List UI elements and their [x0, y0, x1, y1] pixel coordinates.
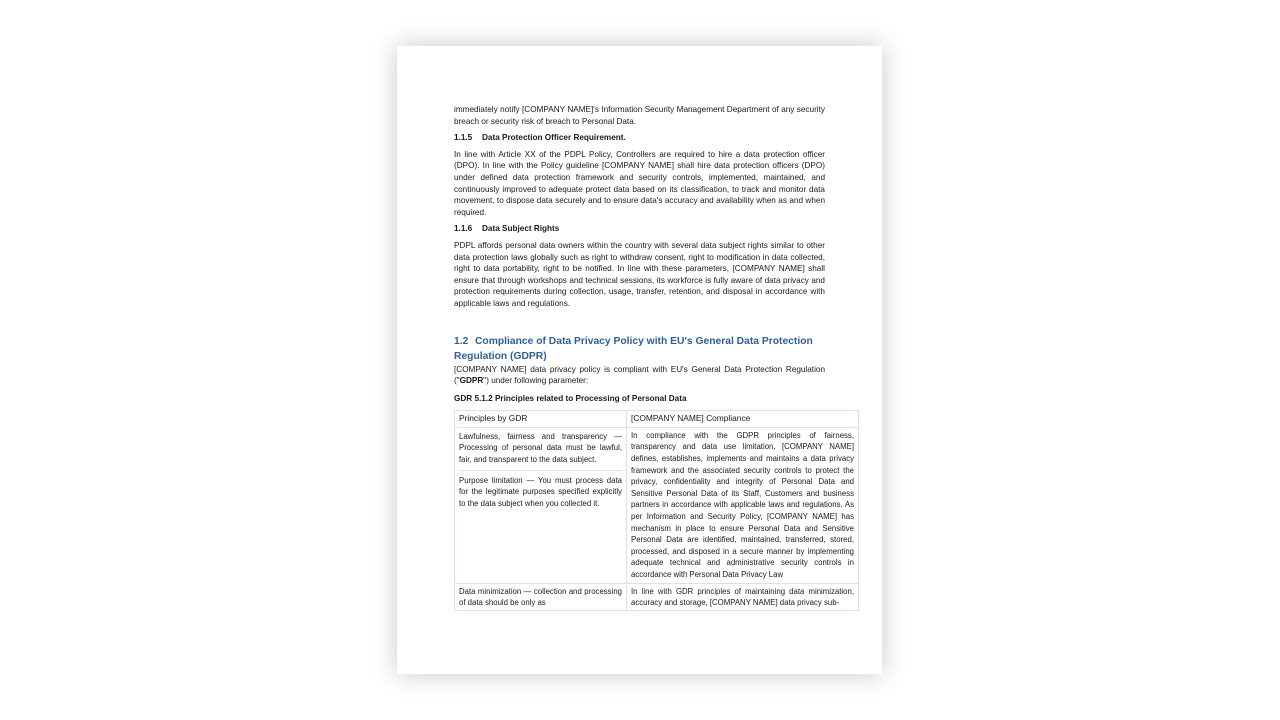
section-heading-1-1-6	[454, 223, 825, 235]
intro-text-end: ") under following parameter:	[483, 376, 589, 386]
gdpr-bold: GDPR	[459, 376, 484, 386]
intro-text: [COMPANY NAME] data privacy policy is compliant with EU's General Data Protection Regulation ("	[454, 364, 825, 386]
table-row	[455, 583, 859, 610]
principle-text: Data minimization — collection and processing of data should be only as	[459, 586, 622, 608]
section-number: 1.1.6	[454, 224, 473, 234]
section-body-1-1-6: PDPL affords personal data owners within the country with several data subject rights similar to other data protection laws globally such as right to withdraw consent, right to modification in data collected, right to data portability, right to be notified. In line with these parameters, [COMPANY NAME] shall ensure that through workshops and technical sessions, its workforce is fully aware of data privacy and protection requirements during collection, usage, transfer, retention, and disposal in accordance with applicable laws and regulations.	[454, 240, 825, 308]
section-number: 1.2	[454, 335, 469, 347]
section-intro-1-2	[454, 364, 825, 387]
table-header-row	[455, 411, 859, 428]
table-caption: GDR 5.1.2 Principles related to Processing of Personal Data	[454, 393, 687, 403]
section-body-1-1-5: In line with Article XX of the PDPL Policy, Controllers are required to hire a data protection officer (DPO). In line with the Policy guideline [COMPANY NAME] shall hire data protection officers (DPO) under defined data protection framework and security controls, implemented, maintained, and continuously improved to adequate protect data based on its classification, to track and monitor data movement, to dispose data securely and to ensure data's accuracy and availability when as and when required.	[454, 149, 825, 217]
page-content	[454, 104, 854, 611]
table-header-cell: Principles by GDR	[455, 411, 627, 428]
section-title: Data Protection Officer Requirement.	[482, 133, 626, 143]
compliance-text: In line with GDR principles of maintaining data minimization, accuracy and storage, [COMPANY NAME] data privacy sub-	[631, 586, 854, 608]
principles-cell	[455, 583, 627, 610]
section-title: Compliance of Data Privacy Policy with EU's General Data Protection Regulation (GDPR)	[454, 335, 813, 362]
section-heading-1-2	[454, 334, 825, 364]
gdpr-compliance-table	[454, 410, 859, 610]
principle-text: Purpose limitation — You must process data for the legitimate purposes specified explicitly to the data subject when you collected it.	[459, 470, 622, 514]
section-title: Data Subject Rights	[482, 224, 560, 234]
compliance-cell: In compliance with the GDPR principles of fairness, transparency and data use limitation, [COMPANY NAME] defines, establishes, implements and maintains a data privacy framework and the associated security controls to protect the privacy, confidentiality and integrity of Personal Data and Sensitive Personal Data of its Staff, Customers and business partners in accordance with applicable laws and regulations. As per Information and Security Policy, [COMPANY NAME] has mechanism in place to ensure Personal Data and Sensitive Personal Data are identified, maintained, transferred, stored, processed, and disposed in a secure manner by implementing adequate technical and administrative security controls in accordance with Personal Data Privacy Law	[627, 427, 859, 583]
document-page	[397, 46, 882, 674]
section-heading-1-1-5	[454, 132, 825, 144]
table-header-cell: [COMPANY NAME] Compliance	[627, 411, 859, 428]
compliance-cell	[627, 583, 859, 610]
continued-paragraph: immediately notify [COMPANY NAME]'s Information Security Management Department of any security breach or security risk of breach to Personal Data.	[454, 105, 825, 126]
principle-text: Lawfulness, fairness and transparency — Processing of personal data must be lawful, fair, and transparent to the data subject.	[459, 431, 622, 465]
principles-cell	[455, 427, 627, 583]
section-number: 1.1.5	[454, 133, 473, 143]
table-row	[455, 427, 859, 583]
